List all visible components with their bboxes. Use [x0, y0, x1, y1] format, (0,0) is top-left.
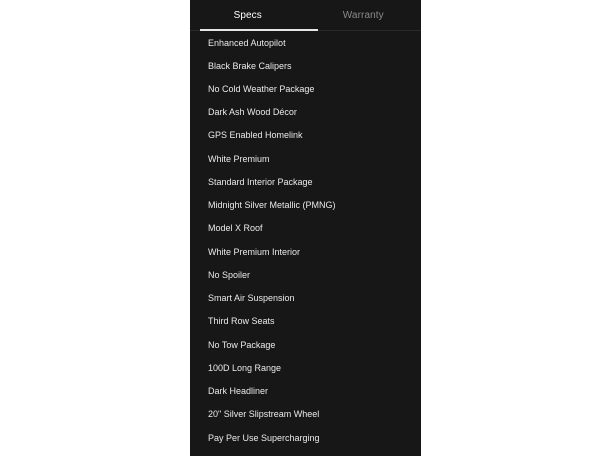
list-item: Pay Per Use Supercharging: [208, 433, 320, 443]
list-item: Midnight Silver Metallic (PMNG): [208, 200, 336, 210]
list-item: No Cold Weather Package: [208, 84, 315, 94]
list-item: White Premium Interior: [208, 247, 301, 257]
list-item: No Tow Package: [208, 340, 276, 350]
list-item: White Premium: [208, 154, 270, 164]
list-item: 100D Long Range: [208, 363, 282, 373]
list-item: Standard Interior Package: [208, 177, 313, 187]
list-item: Black Brake Calipers: [208, 61, 292, 71]
list-item: Enhanced Autopilot: [208, 38, 286, 48]
list-item: 20" Silver Slipstream Wheel: [208, 409, 320, 419]
list-item: GPS Enabled Homelink: [208, 130, 303, 140]
list-item: Third Row Seats: [208, 316, 275, 326]
list-item: No Spoiler: [208, 270, 251, 280]
list-item: Dark Headliner: [208, 386, 269, 396]
list-item: Smart Air Suspension: [208, 293, 295, 303]
tab-specs[interactable]: Specs: [190, 0, 306, 30]
tab-bar: [190, 0, 421, 31]
list-item: Dark Ash Wood Décor: [208, 107, 297, 117]
list-item: Model X Roof: [208, 223, 263, 233]
specs-panel: [190, 0, 421, 456]
tab-warranty[interactable]: Warranty: [342, 9, 384, 21]
